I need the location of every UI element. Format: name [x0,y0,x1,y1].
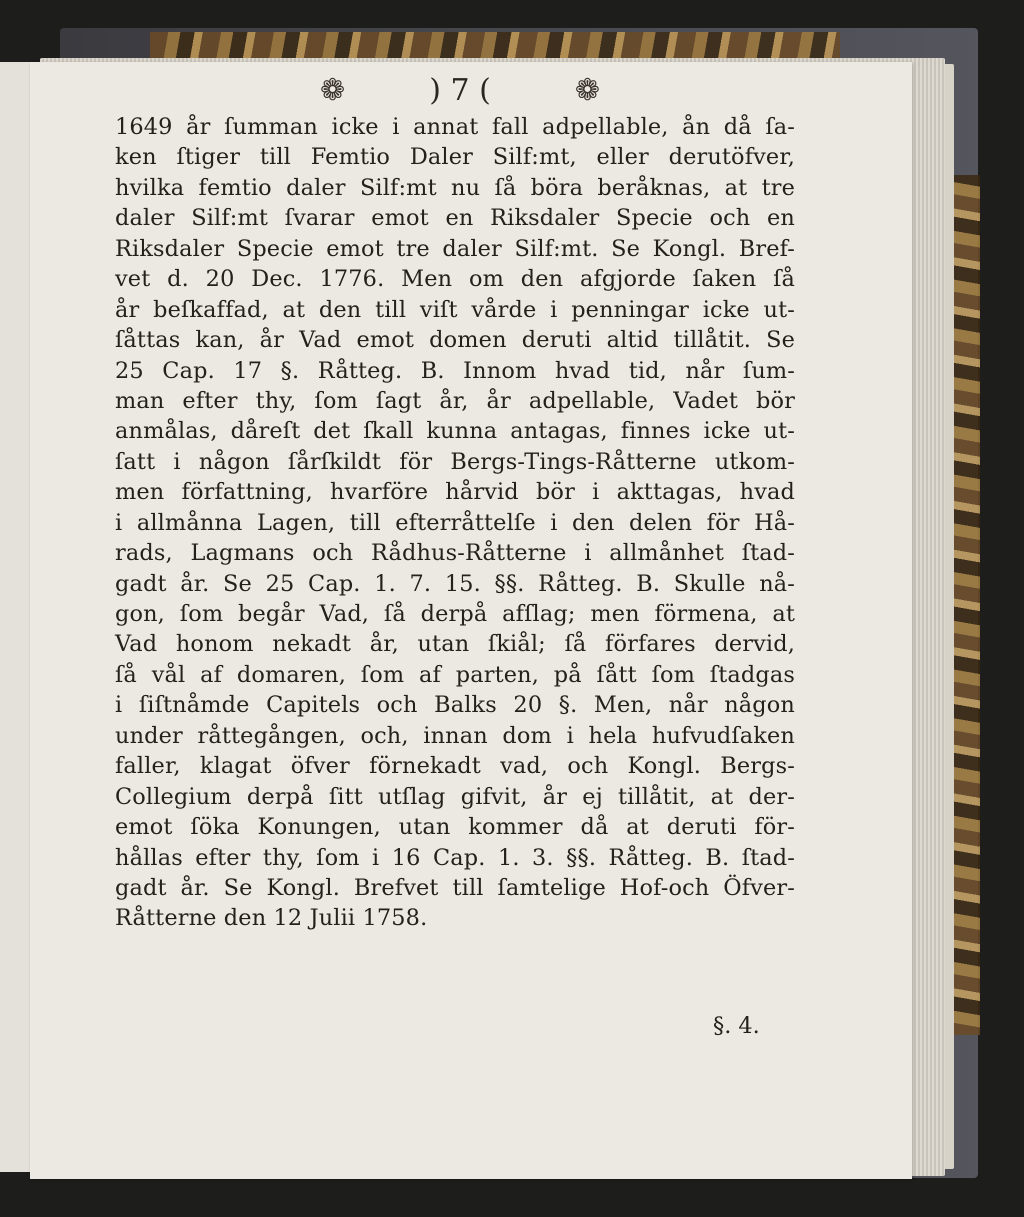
text-line: 1649 år ſumman icke i annat fall adpellable, ån då ſa- [115,114,795,140]
body-text [115,112,795,934]
ornament-right-icon: ❁ [574,72,600,108]
text-line: ſatt i någon ſårſkildt för Bergs-Tings-Råtterne utkom- [115,448,795,475]
text-line: anmålas, dåreſt det ſkall kunna antagas, finnes icke ut- [115,418,795,445]
text-line: hvilka femtio daler Silf:mt nu ſå böra beråknas, at tre [115,174,795,201]
ornament-left-icon: ❁ [320,72,346,108]
text-line: gadt år. Se 25 Cap. 1. 7. 15. §§. Råtteg. B. Skulle nå- [115,570,795,597]
text-line: gon, ſom begår Vad, ſå derpå afſlag; men förmena, at [115,601,795,627]
text-line: ſå vål af domaren, ſom af parten, på ſått ſom ſtadgas [115,661,795,688]
page-number: ) 7 ( [429,72,491,108]
text-line: daler Silf:mt ſvarar emot en Riksdaler Specie och en [115,205,795,232]
catchword: §. 4. [713,1013,760,1039]
text-line: gadt år. Se Kongl. Brefvet till ſamtelige Hof-och Öfver- [115,874,795,901]
text-line: men författning, hvarföre hårvid bör i akttagas, hvad [115,479,795,506]
running-header [320,70,600,110]
text-line: vet d. 20 Dec. 1776. Men om den afgjorde ſaken ſå [115,266,795,293]
text-line: i allmånna Lagen, till efterråttelſe i den delen för Hå- [115,509,795,536]
text-line: Riksdaler Specie emot tre daler Silf:mt. Se Kongl. Bref- [115,235,795,262]
text-line: rads, Lagmans och Rådhus-Råtterne i allmånhet ſtad- [115,540,795,567]
text-line: Råtterne den 12 Julii 1758. [115,905,428,932]
text-line: ſåttas kan, år Vad emot domen deruti altid tillåtit. Se [115,327,795,354]
text-line: man efter thy, ſom ſagt år, år adpellable, Vadet bör [115,387,795,414]
text-line: år beſkaffad, at den till viſt vårde i penningar icke ut- [115,296,795,323]
text-line: 25 Cap. 17 §. Råtteg. B. Innom hvad tid, når ſum- [115,357,795,384]
text-line: i ſiſtnåmde Capitels och Balks 20 §. Men, når någon [115,692,795,719]
text-line: hållas efter thy, ſom i 16 Cap. 1. 3. §§. Råtteg. B. ſtad- [115,844,795,871]
text-line: faller, klagat öfver förnekadt vad, och Kongl. Bergs- [115,753,795,780]
text-line: under råttegången, och, innan dom i hela hufvudſaken [115,722,795,749]
text-line: Vad honom nekadt år, utan ſkiål; ſå förfares dervid, [115,631,795,658]
text-line: ken ſtiger till Femtio Daler Silf:mt, eller derutöfver, [115,144,795,171]
text-line: emot ſöka Konungen, utan kommer då at deruti för- [115,814,795,841]
facing-page-edge [0,62,31,1172]
text-line: Collegium derpå ſitt utſlag gifvit, år ej tillåtit, at der- [115,783,795,810]
